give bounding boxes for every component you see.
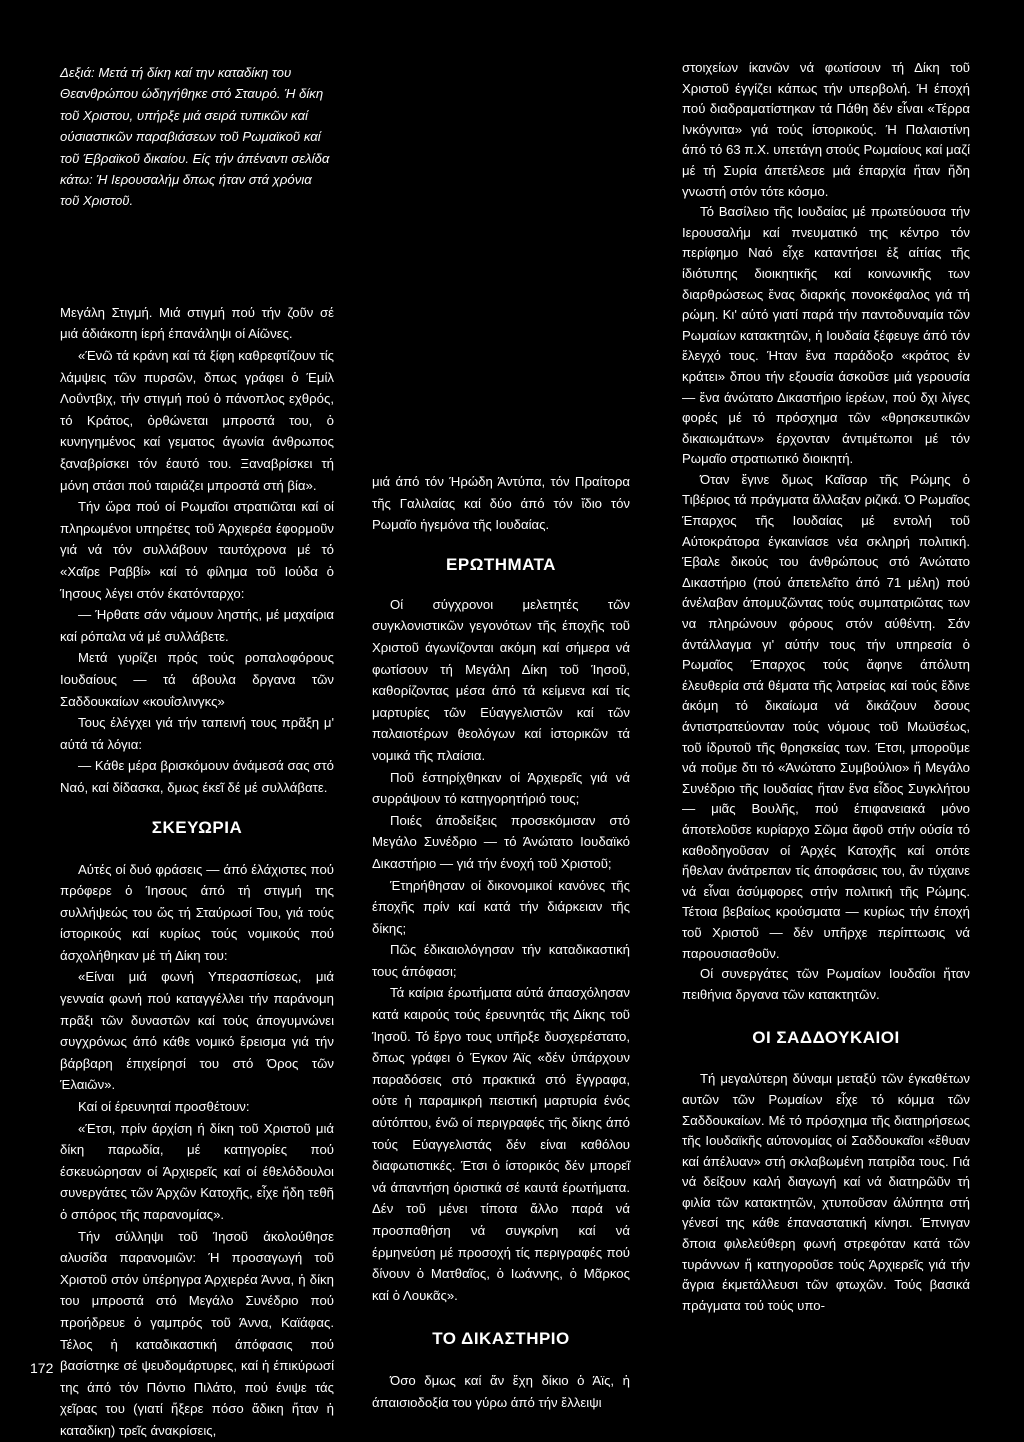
col1-paragraph: «Έτσι, πρίν άρχίση ή δίκη τοῦ Χριστοῦ μιά δίκη παρωδία, μέ κατηγορίες πού έσκευώρησαν οί Άρχιερεῖς καί οί έθελόδουλοι συνεργάτες τῶν Άρχῶν Κατοχῆς, εἶχε ἤδη τεθῆ ὁ σπόρος τῆς παρανομίας». (60, 1120, 334, 1222)
col2-paragraph: Ποιές άποδείξεις προσεκόμισαν στό Μεγάλο Συνέδριο — τό Άνώτατο Ιουδαϊκό Δικαστήριο — γιά τήν ένοχή τοῦ Χριστοῦ; (372, 812, 630, 871)
col1-paragraph: — Ήρθατε σάν νάμουν ληστής, μέ μαχαίρια καί ρόπαλα νά μέ συλλάβετε. (60, 607, 334, 644)
col3-paragraph: στοιχείων ίκανῶν νά φωτίσουν τή Δίκη τοῦ Χριστοῦ έγγίζει κάπως τήν υπερβολή. Ή έποχή πού διαδραματίστηκαν τά Πάθη δέν εἶναι «Τέρρα Ινκόγνιτα» γιά τούς ίστορικούς. Ή Παλαιστίνη άπό τό 63 π.Χ. υπετάγη στούς Ρωμαίους καί μαζί μέ τή Συρία άπετέλεσε μιά έπαρχία ἤταν ἤδη γνωστή στόν τότε κόσμο. (682, 60, 970, 199)
column-2 (372, 0, 630, 1414)
col1-paragraph: Μετά γυρίζει πρός τούς ροπαλοφόρους Ιουδαίους — τά άβουλα δργανα τῶν Σαδδουκαίων «κουΐσλινγκς» (60, 650, 334, 709)
col1-paragraph: «Ένῶ τά κράνη καί τά ξίφη καθρεφτίζουν τίς λάμψεις τῶν πυρσῶν, δπως γράφει ὁ Έμίλ Λοΰντβιχ, τήν στιγμή πού ὁ πάνοπλος εχθρός, τό Κράτος, ὀρθώνεται μπροστά του, ὁ κυνηγημένος καί γεματος άγωνία άνθρωπος ξαναβρίσκει τόν έαυτό του. Ξαναβρίσκει τή μόνη στάσι πού ταιριάζει μπροστά στή βία». (60, 348, 334, 493)
heading-skevoria: ΣΚΕΥΩΡΙΑ (151, 817, 243, 837)
col1-paragraph: Τους έλέγχει γιά τήν ταπεινή τους πρᾶξη μ' αύτά τά λόγια: (60, 715, 334, 752)
col2-paragraph: Έτηρήθησαν οί δικονομικοί κανόνες τῆς έποχῆς πρίν καί κατά τήν διάρκειαν τῆς δίκης; (372, 877, 630, 936)
col1-paragraph: — Κάθε μέρα βρισκόμουν άνάμεσά σας στό Ναό, καί δίδασκα, δμως έκεῖ δέ μέ συλλάβατε. (60, 758, 334, 795)
col3-paragraph: Τό Βασίλειο τῆς Ιουδαίας μέ πρωτεύουσα τήν Ιερουσαλήμ καί πνευματικό της κέντρο τόν περίφημο Ναό εἶχε καταντήσει ἐξ αίτίας τῆς ίδιότυπης διοικητικῆς καί κοινωνικῆς των διαρθρώσεως ἕνας διαρκής πονοκέφαλος γιά τή ρώμη. Κι' αύτό γιατί παρά τήν παντοδυναμία τῶν Ρωμαίων κατακτητῶν, ἡ Ιουδαία ξέφευγε άπό τόν ἔλεγχό τους. Ήταν ἕνα παράδοξο «κράτος ἐν κράτει» δπου τήν εξουσία άσκοῦσε μιά γερουσία — ἕνα άνώτατο Δικαστήριο ίερέων, πού δχι λίγες φορές μέ τό πρόσχημα τῶν «θρησκευτικῶν δικαιωμάτων» έρχονταν άντιμέτωποι μέ τόν Ρωμαῖο στρατιωτικό διοικητή. (682, 204, 970, 467)
col2-paragraph: Τά καίρια έρωτήματα αύτά άπασχόλησαν κατά καιρούς τούς έρευνητάς τῆς Δίκης τοῦ Ίησοῦ. Τό ἔργο τους υπῆρξε δυσχερέστατο, δπως γράφει ὁ Έγκον Άϊς «δέν ύπάρχουν παραδόσεις στό πρακτικά στό ἔγγραφα, ούτε ἡ παραμικρή πειστική μαρτυρία ένός αύτόπτου, ένῶ οί περιγραφές τῆς δίκης άπό τούς Εύαγγελιστάς δέν είναι καθόλου διαφωτιστικές. Έτσι ὁ ίστορικός δέν μπορεῖ νά άπαντήση όριστικά σέ καυτά έρωτήματα. Δέν τοῦ μένει τίποτα ἄλλο παρά νά προσπαθήση νά συγκρίνη καί νά έρμηνεύση μέ προσοχή τίς περιγραφές πού δίνουν ὁ Ματθαῖος, ὁ Ιωάννης, ὁ Μᾶρκος καί ὁ Λουκᾶς». (372, 985, 630, 1303)
col1-paragraph: Τήν ὥρα πού οί Ρωμαῖοι στρατιῶται καί οί πληρωμένοι υπηρέτες τοῦ Άρχιερέα έφορμοῦν γιά νά τόν συλλάβουν ταυτόχρονα μέ τό «Χαῖρε Ραββί» καί τό φίλημα τοῦ Ιούδα ὁ Ίησους λέγει στόν έκατόνταρχο: (60, 499, 334, 601)
col3-paragraph: Όταν ἔγινε δμως Καῖσαρ τῆς Ρώμης ὁ Τιβέριος τά πράγματα ἄλλαξαν ριζικά. Ό Ρωμαῖος Έπαρχος τῆς Ιουδαίας μέ εντολή τοῦ Αύτοκράτορα έγκαινίασε νέα σκληρή πολιτική. Έβαλε δικούς του άνθρώπους στό Άνώτατο Δικαστήριο (πού άπετελεῖτο άπό 71 μέλη) πού άνέλαβαν άπομυζῶντας τούς συμπατριῶτας των να πληρώνουν φόρους στόν αύθέντη. Σάν άντάλλαγμα γι' αύτήν τους τήν υπηρεσία ὁ Ρωμαῖος Έπαρχος τούς ἄφηνε άπόλυτη έλευθερία στά θέματα τῆς λατρείας καί τούς ἔδινε άκόμη τό δικαίωμα νά δικάζουν δσους άντιστρατεύονταν τούς νόμους τοῦ Μωϋσέως, τοῦ ίδρυτοῦ τῆς θρησκείας των. Έτσι, μποροῦμε νά ποῦμε δτι τό «Άνώτατο Συμβούλιο» ἤ Μεγάλο Συνέδριο τῆς Ιουδαίας ἤταν ἕνα εἶδος Συγκλήτου — μιᾶς Βουλῆς, πού έπιφανειακά μόνο άποτελοῦσε κυρίαρχο Σῶμα ἄφοῦ στήν ούσία τό καθοδηγοῦσαν οί Άρχές Κατοχῆς καί οπότε ἤθελαν άνάτρεπαν τίς άποφάσεις του, ἄν τύχαινε νά εἶναι άσύμφορες στήν πολιτική τῆς Ρώμης. Τέτοια βεβαίως κρούσματα — κυρίως τήν έποχή τοῦ Χριστοῦ — δέν υπῆρχε περίπτωσις νά παρουσιασθοῦν. (682, 471, 970, 961)
column-1 (60, 0, 334, 1438)
col2-paragraph: Οί σύγχρονοι μελετητές τῶν συγκλονιστικῶν γεγονότων τῆς έποχῆς τοῦ Χριστοῦ άγωνίζονται ακόμη καί σήμερα νά φωτίσουν τή Μεγάλη Δίκη τοῦ Ίησοῦ, καθορίζοντας μέσα άπό τά κείμενα καί τίς μαρτυρίες τῶν Εύαγγελιστῶν καί τῶν παλαιοτέρων θεολόγων καί ἱστορικῶν τά νομικά τῆς πλαίσια. (372, 596, 630, 763)
column-3 (682, 0, 970, 1414)
photo-caption: Δεξιά: Μετά τή δίκη καί την καταδίκη του Θεανθρώπου ώδηγήθηκε στό Σταυρό. Ή δίκη τοῦ Χριστου, υπήρξε μιά σειρά τυπικῶν καί ούσιαστικῶν παραβιάσεων τοῦ Ρωμαϊκοῦ καί τοῦ Έβραϊκοῦ δικαίου. Είς τήν άπέναντι σελίδα κάτω: Ή Ιερουσαλήμ δπως ήταν στά χρόνια τοῦ Χριστοῦ. (60, 65, 330, 209)
page-number: 172 (30, 1360, 54, 1376)
heading-sadducees: ΟΙ ΣΑΔΔΟΥΚΑΙΟΙ (752, 1028, 900, 1048)
col2-paragraph: Ποῦ έστηρίχθηκαν οί Άρχιερεῖς γιά νά συρράψουν τό κατηγορητήριό τους; (372, 769, 630, 807)
col1-paragraph: Τήν σύλληψι τοῦ Ίησοῦ άκολούθησε αλυσίδα παρανομιῶν: Ή προσαγωγή τοῦ Χριστοῦ στόν ὑπέρηγρα Άρχιερέα Άννα, ἡ δίκη του μπροστά στό Μεγάλο Συνέδριο πού προήδρευε ὁ γαμπρός τοῦ Άννα, Καϊάφας. Τέλος ἡ καταδικαστική άπόφασις πού βασίστηκε σέ ψευδομάρτυρες, καί ἡ έπικύρωσί της άπό τόν Πόντιο Πιλάτο, πού ένιψε τάς χεῖρας του (γιατί ἤξερε πόσο ἄδικη ἤταν ἡ καταδίκη) τρεῖς άνακρίσεις, (60, 1228, 334, 1438)
col2-paragraph: Πῶς έδικαιολόγησαν τήν καταδικαστική τους άπόφασι; (372, 942, 630, 979)
col3-paragraph: Οί συνεργάτες τῶν Ρωμαίων Ιουδαῖοι ἤταν πειθήνια δργανα τῶν κατακτητῶν. (682, 966, 970, 1002)
heading-questions: ΕΡΩΤΗΜΑΤΑ (446, 554, 556, 574)
col1-paragraph: Αύτές οί δυό φράσεις — άπό έλάχιστες πού πρόφερε ὁ Ίησους άπό τή στιγμή της συλλήψεώς του ὥς τή Σταύρωσί Του, γιά τούς ίστορικούς καί κυρίως τούς νομικούς πού άσχολήθηκαν μέ τή Δίκη του: (60, 861, 334, 963)
col1-paragraph: Μεγάλη Στιγμή. Μιά στιγμή πού τήν ζοῦν σέ μιά άδιάκοπη ίερή έπανάληψι οί Αίῶνες. (60, 304, 334, 342)
heading-court: ΤΟ ΔΙΚΑΣΤΗΡΙΟ (432, 1329, 570, 1349)
col1-paragraph: «Είναι μιά φωνή Υπερασπίσεως, μιά γενναία φωνή πού καταγγέλλει τήν παράνομη πρᾶξι τῶν δυναστῶν καί τούς άπογυμνώνει συγχρόνως άπό κάθε νομικό ἕρεισμα γιά τήν βάρβαρη έπιχείρησί του στό Όρος τῶν Έλαιῶν». (60, 969, 334, 1093)
col2-paragraph: Όσο δμως καί ἄν ἔχη δίκιο ὁ Άϊς, ἡ άπαισιοδοξία του γύρω άπό τήν ἔλλειψι (372, 1373, 630, 1410)
col1-paragraph: Καί οί έρευνηταί προσθέτουν: (78, 1099, 250, 1115)
col2-paragraph: μιά άπό τόν Ήρώδη Άντύπα, τόν Πραίτορα τῆς Γαλιλαίας καί δύο άπό τόν ἴδιο τόν Ρωμαῖο ἡγεμόνα τῆς Ιουδαίας. (372, 474, 630, 533)
col3-paragraph: Τή μεγαλύτερη δύναμι μεταξύ τῶν έγκαθέτων αυτῶν τῶν Ρωμαίων εἶχε τό κόμμα τῶν Σαδδουκαίων. Μέ τό πρόσχημα τῆς διατηρήσεως τῆς Ιουδαϊκῆς αύτονομίας οί Σαδδουκαῖοι «ἔθυαν καί άπέλυαν» στή σκλαβωμένη πατρίδα τους. Γιά νά δείξουν καλή διαγωγή καί νά διατηρῶῦν τή φιλία τῶν κατακτητῶν, χτυποῦσαν άλύπητα στή γένεσί της κάθε έπαναστατική κίνησι. Έπνιγαν δποια φιλελεύθερη φωνή στρεφόταν κατά τῶν τυράννων ἤ κατηγοροῦσε τούς Άρχιερεῖς γιά τήν ἄγρια έκμετάλλευσι τῶν φτωχῶν. Τούς βασικά πράγματα τού τούς υπο- (682, 1071, 970, 1313)
